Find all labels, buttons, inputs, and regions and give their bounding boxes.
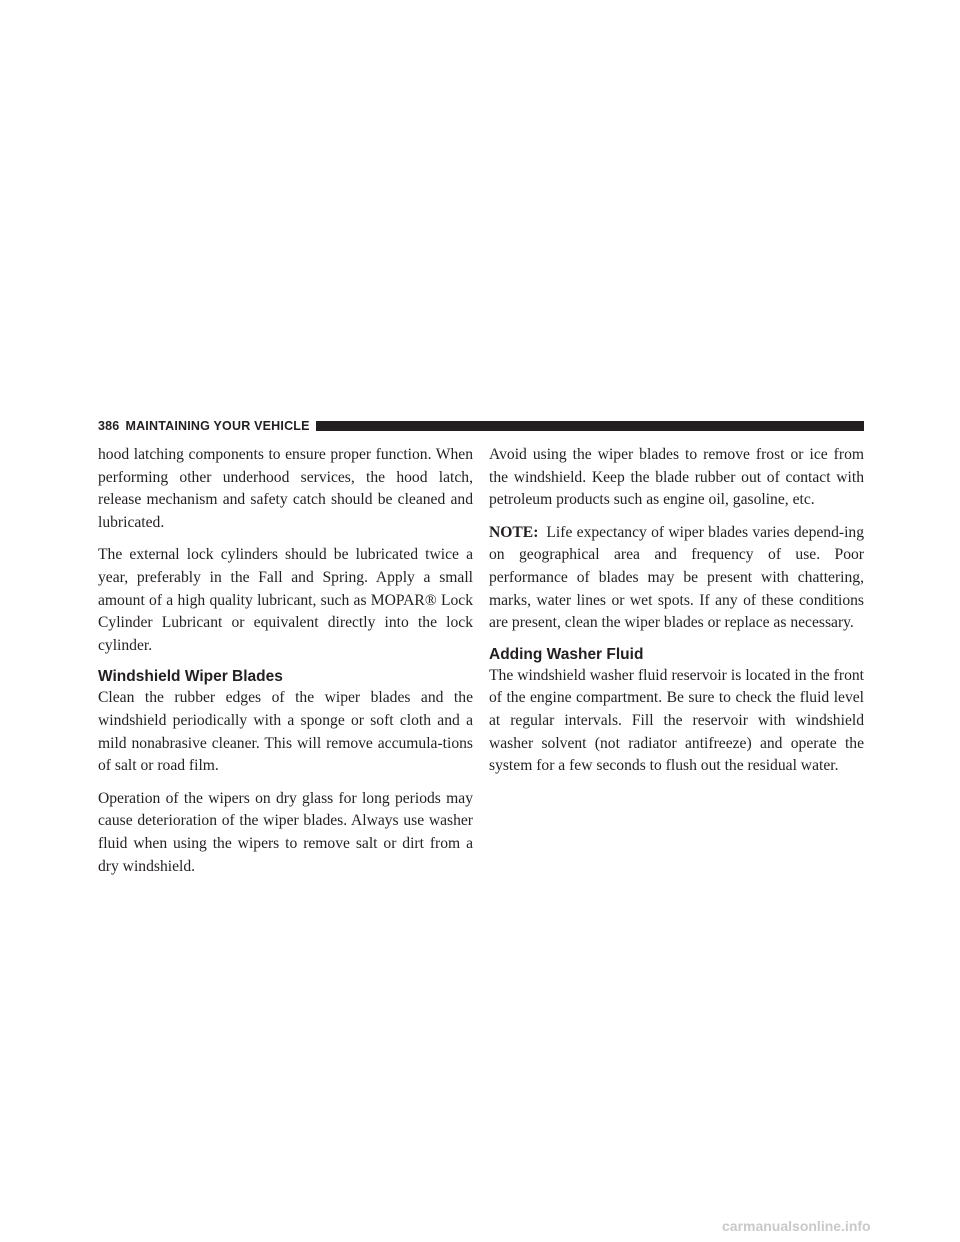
paragraph-clean-wipers: Clean the rubber edges of the wiper blades and the windshield periodically with a sponge or soft cloth and a mild nonabrasive cleaner. This will remove accumula-tions of salt or road film. [98,689,473,775]
page-header [98,418,864,434]
paragraph-washer-reservoir: The windshield washer fluid reservoir is located in the front of the engine compartment. Be sure to check the fluid level at regular intervals. Fill the reservoir with windshield washer solvent (not radiator antifreeze) and operate the system for a few seconds to flush out the residual water. [489,666,864,775]
paragraph-frost-ice: Avoid using the wiper blades to remove frost or ice from the windshield. Keep the blade rubber out of contact with petroleum products such as engine oil, gasoline, etc. [489,446,864,509]
heading-wiper-blades: Windshield Wiper Blades [98,668,283,686]
page-number: 386 [98,419,120,433]
section-title: MAINTAINING YOUR VEHICLE [125,419,310,433]
right-column [489,444,864,788]
left-column [98,444,473,888]
paragraph-hood-latch: hood latching components to ensure proper function. When performing other underhood services, the hood latch, release mechanism and safety catch should be cleaned and lubricated. [98,446,473,531]
heading-washer-fluid: Adding Washer Fluid [489,645,644,663]
note-label: NOTE: [489,523,539,541]
note-paragraph [489,522,864,635]
header-rule [316,421,864,431]
note-text: Life expectancy of wiper blades varies depend-ing on geographical area and frequency of use. Poor performance of blades may be present with chattering, marks, water lines or wet spots. If any of these conditions are present, clean the wiper blades or replace as necessary. [489,523,864,632]
paragraph-dry-glass: Operation of the wipers on dry glass for long periods may cause deterioration of the wiper blades. Always use washer fluid when using the wipers to remove salt or dirt from a dry windshield. [98,789,473,875]
watermark-text: carmanualsonline.info [722,1218,871,1234]
paragraph-lock-cylinders: The external lock cylinders should be lubricated twice a year, preferably in the Fall and Spring. Apply a small amount of a high quality lubricant, such as MOPAR® Lock Cylinder Lubricant or equivalent directly into the lock cylinder. [98,546,473,654]
